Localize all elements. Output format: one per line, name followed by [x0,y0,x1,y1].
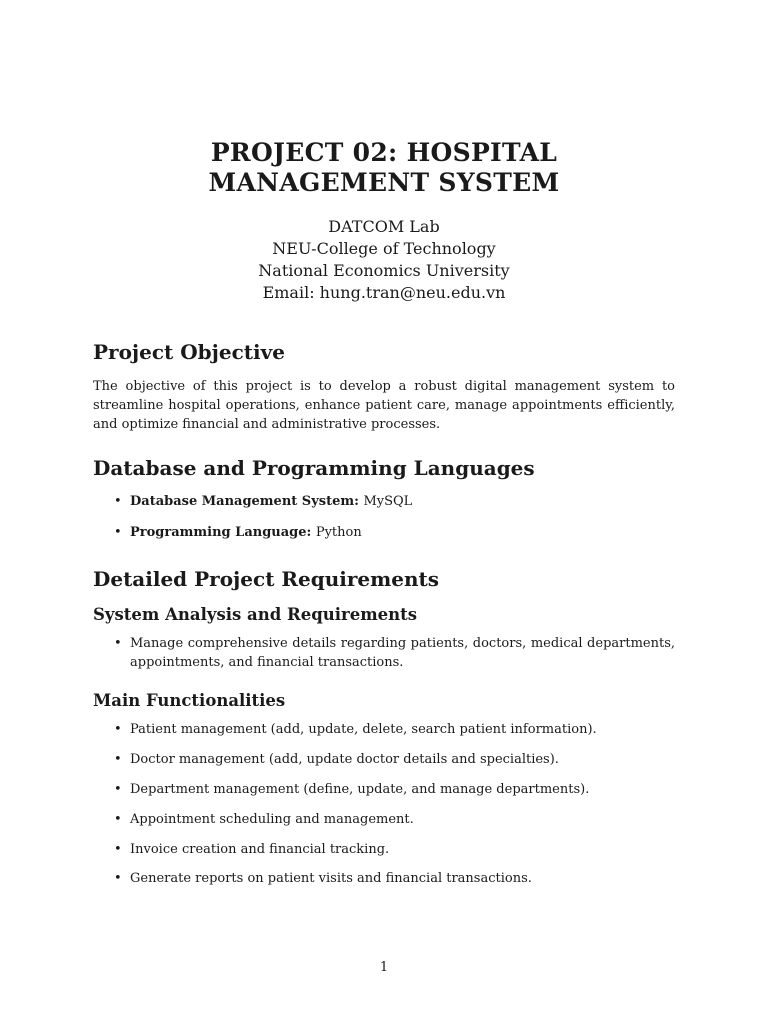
list-item [93,750,675,769]
functionalities-list-5 [93,840,675,859]
functionalities-list-4 [93,810,675,829]
subsection-heading-analysis: System Analysis and Requirements [93,605,418,624]
list-item [93,869,675,888]
author-block [93,216,675,304]
section-heading-objective: Project Objective [93,340,285,364]
list-item-text: Department management (define, update, and manage departments). [130,782,590,797]
language-value: MySQL [363,494,413,509]
bullet-icon: • [114,722,122,737]
subsection-heading-functionalities: Main Functionalities [93,691,286,710]
list-item [93,492,675,511]
language-label: Database Management System: [130,494,364,509]
list-item-text: Appointment scheduling and management. [130,812,414,827]
list-item [93,523,675,542]
title-line-2: MANAGEMENT SYSTEM [208,168,560,197]
author-lab: DATCOM Lab [328,217,440,236]
list-item-text: Generate reports on patient visits and financial transactions. [130,871,532,886]
list-item [93,720,675,739]
bullet-icon: • [114,494,122,509]
objective-paragraph: The objective of this project is to develop a robust digital management system to streamline hospital operations, enhance patient care, manage appointments efficiently, and optimize financial and administrative processes. [93,379,675,432]
list-item-text: Invoice creation and financial tracking. [130,842,390,857]
analysis-list [93,634,675,672]
functionalities-list-3 [93,780,675,799]
title-line-1: PROJECT 02: HOSPITAL [210,138,558,167]
language-label: Programming Language: [130,525,316,540]
list-item [93,780,675,799]
list-item [93,810,675,829]
bullet-icon: • [114,752,122,767]
section-heading-requirements: Detailed Project Requirements [93,567,440,591]
author-university: National Economics University [258,261,510,280]
author-college: NEU-College of Technology [272,239,496,258]
bullet-icon: • [114,871,122,886]
bullet-icon: • [114,525,122,540]
page-number: 1 [379,960,389,975]
section-heading-languages: Database and Programming Languages [93,456,535,480]
functionalities-list-6 [93,869,675,888]
functionalities-list-2 [93,750,675,769]
bullet-icon: • [114,782,122,797]
languages-list [93,492,675,511]
list-item [93,840,675,859]
functionalities-list-1 [93,720,675,739]
document-title [93,138,675,198]
list-item [93,634,675,672]
author-email: Email: hung.tran@neu.edu.vn [262,283,506,302]
list-item-text: Manage comprehensive details regarding patients, doctors, medical departments, appointments, and financial transactions. [130,636,675,670]
list-item-text: Patient management (add, update, delete, search patient information). [130,722,597,737]
language-value: Python [315,525,362,540]
bullet-icon: • [114,842,122,857]
bullet-icon: • [114,812,122,827]
languages-list-2 [93,523,675,542]
bullet-icon: • [114,636,122,651]
list-item-text: Doctor management (add, update doctor details and specialties). [130,752,559,767]
